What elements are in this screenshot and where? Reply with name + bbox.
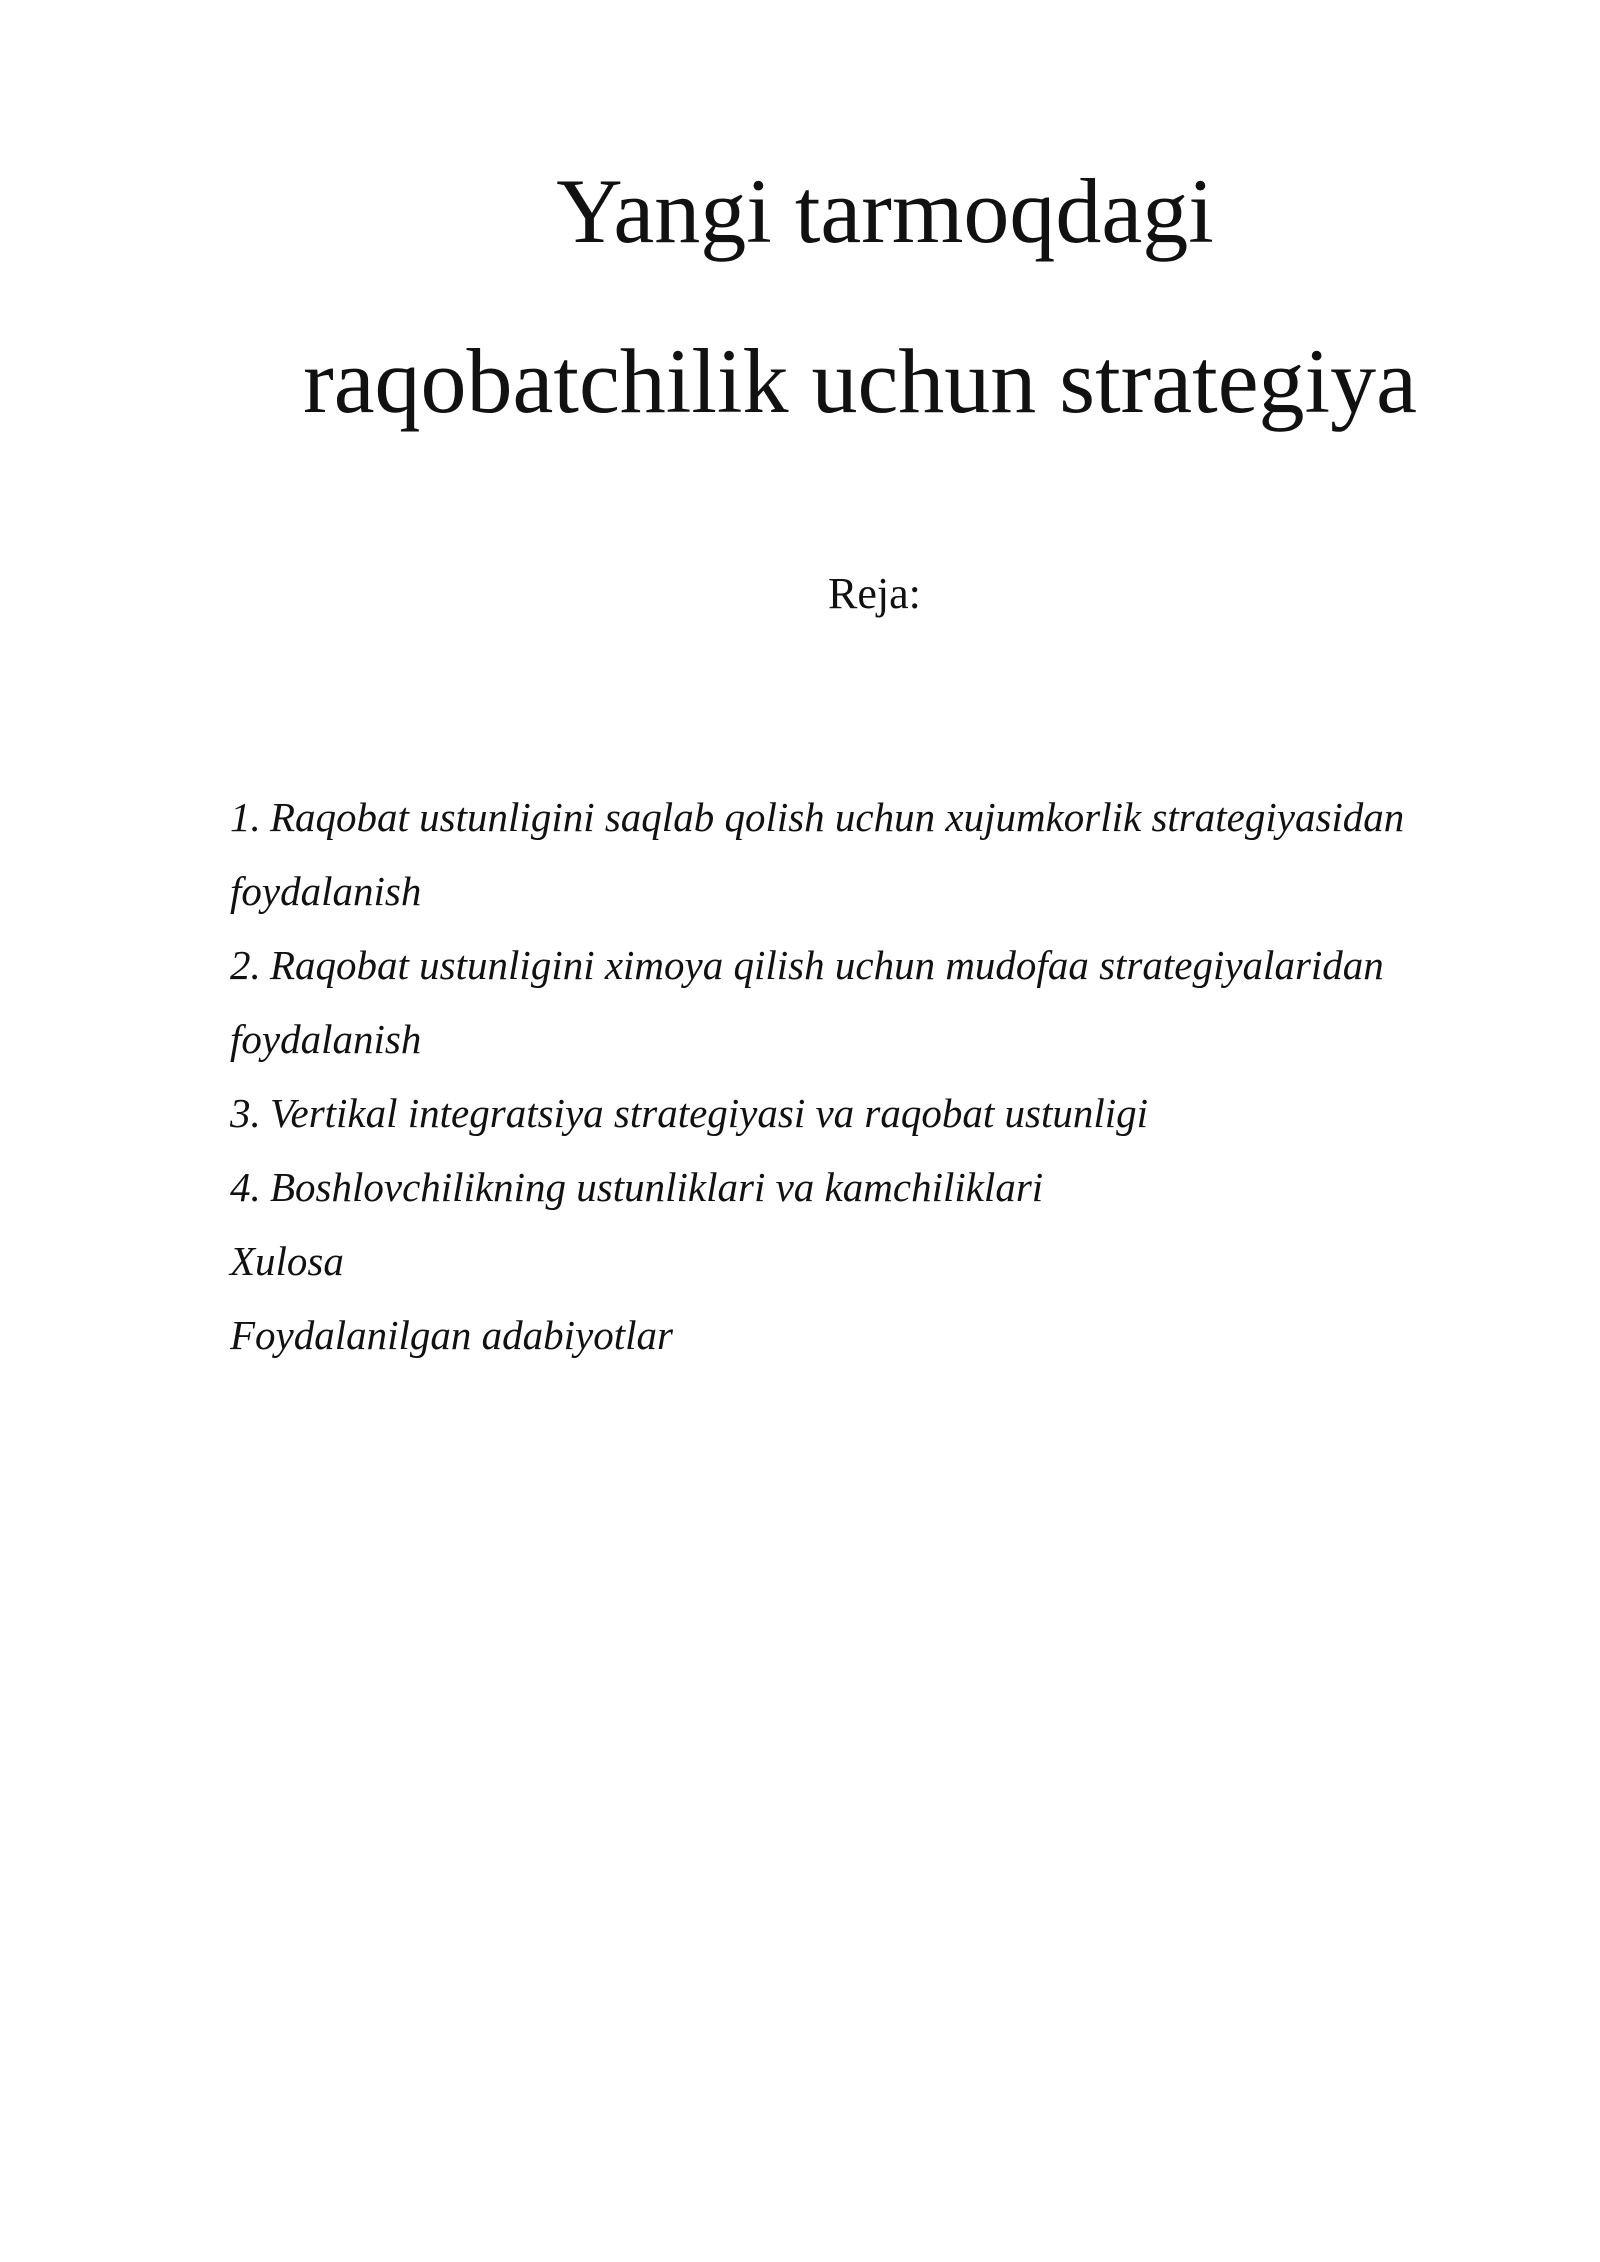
plan-item-text: Vertikal integratsiya strategiyasi va raqobat ustunligi (270, 1090, 1149, 1136)
plan-item-text: Boshlovchilikning ustunliklari va kamchiliklari (270, 1164, 1044, 1210)
plan-references: Foydalanilgan adabiyotlar (230, 1312, 673, 1358)
plan-item-text: Raqobat ustunligini ximoya qilish uchun mudofaa strategiyalaridan (270, 942, 1384, 988)
plan-item-2-continuation: foydalanish (230, 1016, 422, 1062)
plan-item-2 (230, 928, 1500, 1002)
plan-item-4 (230, 1150, 1500, 1224)
plan-item-number: 2. (230, 942, 261, 988)
plan-list (230, 780, 1500, 1372)
plan-item-number: 1. (230, 794, 261, 840)
document-title-line-2: raqobatchilik uchun strategiya (303, 330, 1417, 432)
plan-item-3 (230, 1076, 1500, 1150)
document-title-line-1: Yangi tarmoqdagi (556, 160, 1214, 262)
plan-item-number: 3. (230, 1090, 261, 1136)
plan-heading: Reja: (828, 569, 921, 618)
plan-item-text: Raqobat ustunligini saqlab qolish uchun xujumkorlik strategiyasidan (270, 794, 1405, 840)
plan-item-1-continuation: foydalanish (230, 868, 422, 914)
plan-item-number: 4. (230, 1164, 261, 1210)
plan-item-1 (230, 780, 1500, 854)
plan-conclusion: Xulosa (230, 1238, 344, 1284)
